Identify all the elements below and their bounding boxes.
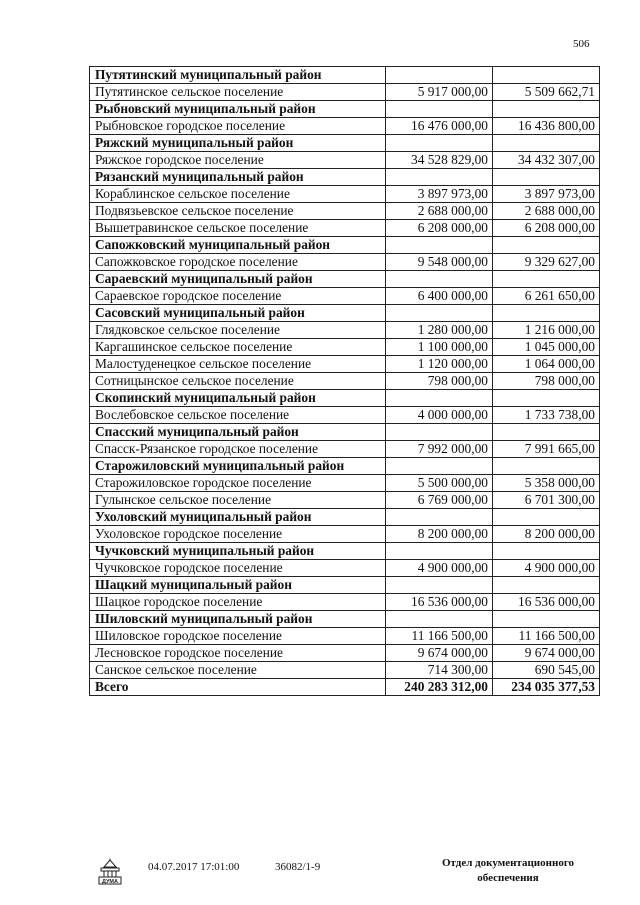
footer-department-line1: Отдел документационного: [441, 857, 575, 869]
row-name-cell: Ухоловский муниципальный район: [90, 509, 386, 526]
district-row: [90, 577, 600, 594]
row-name-cell: Гулынское сельское поселение: [90, 492, 386, 509]
amount-actual-cell: [493, 543, 600, 560]
amount-planned-cell: [386, 424, 493, 441]
row-name-cell: Спасск-Рязанское городское поселение: [90, 441, 386, 458]
amount-planned-cell: 11 166 500,00: [386, 628, 493, 645]
budget-table-body: [90, 67, 600, 696]
amount-planned-cell: 34 528 829,00: [386, 152, 493, 169]
amount-planned-cell: [386, 543, 493, 560]
amount-actual-cell: 8 200 000,00: [493, 526, 600, 543]
table-row: [90, 118, 600, 135]
row-name-cell: Скопинский муниципальный район: [90, 390, 386, 407]
row-name-cell: Старожиловское городское поселение: [90, 475, 386, 492]
table-row: [90, 356, 600, 373]
total-row: [90, 679, 600, 696]
amount-actual-cell: [493, 509, 600, 526]
amount-actual-cell: 234 035 377,53: [493, 679, 600, 696]
amount-actual-cell: 16 536 000,00: [493, 594, 600, 611]
row-name-cell: Шиловское городское поселение: [90, 628, 386, 645]
row-name-cell: Вышетравинское сельское поселение: [90, 220, 386, 237]
district-row: [90, 67, 600, 84]
amount-planned-cell: 1 120 000,00: [386, 356, 493, 373]
amount-actual-cell: [493, 458, 600, 475]
amount-planned-cell: [386, 458, 493, 475]
amount-planned-cell: [386, 135, 493, 152]
amount-planned-cell: 16 476 000,00: [386, 118, 493, 135]
amount-actual-cell: [493, 237, 600, 254]
table-row: [90, 662, 600, 679]
row-name-cell: Чучковское городское поселение: [90, 560, 386, 577]
row-name-cell: Сапожковский муниципальный район: [90, 237, 386, 254]
amount-actual-cell: 4 900 000,00: [493, 560, 600, 577]
row-name-cell: Сараевский муниципальный район: [90, 271, 386, 288]
amount-planned-cell: 8 200 000,00: [386, 526, 493, 543]
amount-actual-cell: [493, 271, 600, 288]
amount-actual-cell: [493, 424, 600, 441]
district-row: [90, 101, 600, 118]
amount-actual-cell: 690 545,00: [493, 662, 600, 679]
duma-building-icon: [96, 858, 124, 886]
row-name-cell: Старожиловский муниципальный район: [90, 458, 386, 475]
table-row: [90, 492, 600, 509]
row-name-cell: Спасский муниципальный район: [90, 424, 386, 441]
amount-actual-cell: 6 208 000,00: [493, 220, 600, 237]
row-name-cell: Рыбновский муниципальный район: [90, 101, 386, 118]
district-row: [90, 305, 600, 322]
table-row: [90, 152, 600, 169]
table-row: [90, 220, 600, 237]
district-row: [90, 509, 600, 526]
amount-actual-cell: 1 045 000,00: [493, 339, 600, 356]
amount-planned-cell: 2 688 000,00: [386, 203, 493, 220]
amount-planned-cell: 4 000 000,00: [386, 407, 493, 424]
amount-actual-cell: [493, 101, 600, 118]
row-name-cell: Кораблинское сельское поселение: [90, 186, 386, 203]
district-row: [90, 271, 600, 288]
row-name-cell: Рыбновское городское поселение: [90, 118, 386, 135]
amount-planned-cell: [386, 101, 493, 118]
footer-timestamp: 04.07.2017 17:01:00: [148, 861, 240, 873]
district-row: [90, 543, 600, 560]
amount-actual-cell: [493, 135, 600, 152]
row-name-cell: Глядковское сельское поселение: [90, 322, 386, 339]
amount-actual-cell: 7 991 665,00: [493, 441, 600, 458]
amount-planned-cell: [386, 169, 493, 186]
amount-planned-cell: 3 897 973,00: [386, 186, 493, 203]
amount-actual-cell: 9 674 000,00: [493, 645, 600, 662]
amount-actual-cell: 6 701 300,00: [493, 492, 600, 509]
amount-actual-cell: 1 064 000,00: [493, 356, 600, 373]
page-number: 506: [573, 38, 590, 50]
table-row: [90, 475, 600, 492]
amount-planned-cell: 714 300,00: [386, 662, 493, 679]
row-name-cell: Шацкий муниципальный район: [90, 577, 386, 594]
row-name-cell: Сотницынское сельское поселение: [90, 373, 386, 390]
amount-planned-cell: 1 100 000,00: [386, 339, 493, 356]
amount-actual-cell: [493, 390, 600, 407]
amount-planned-cell: 798 000,00: [386, 373, 493, 390]
district-row: [90, 169, 600, 186]
logo-text: ДУМА: [102, 879, 118, 885]
amount-planned-cell: [386, 577, 493, 594]
amount-actual-cell: [493, 577, 600, 594]
district-row: [90, 424, 600, 441]
amount-actual-cell: 1 216 000,00: [493, 322, 600, 339]
table-row: [90, 441, 600, 458]
table-row: [90, 373, 600, 390]
amount-planned-cell: [386, 271, 493, 288]
table-row: [90, 645, 600, 662]
row-name-cell: Подвязьевское сельское поселение: [90, 203, 386, 220]
table-row: [90, 84, 600, 101]
table-row: [90, 628, 600, 645]
footer-registration-number: 36082/1-9: [275, 861, 321, 873]
amount-planned-cell: [386, 390, 493, 407]
amount-actual-cell: 16 436 800,00: [493, 118, 600, 135]
amount-actual-cell: 3 897 973,00: [493, 186, 600, 203]
district-row: [90, 458, 600, 475]
amount-actual-cell: [493, 67, 600, 84]
table-row: [90, 339, 600, 356]
amount-planned-cell: 5 917 000,00: [386, 84, 493, 101]
amount-actual-cell: 798 000,00: [493, 373, 600, 390]
amount-planned-cell: 5 500 000,00: [386, 475, 493, 492]
row-name-cell: Ряжское городское поселение: [90, 152, 386, 169]
amount-planned-cell: 9 548 000,00: [386, 254, 493, 271]
amount-actual-cell: [493, 305, 600, 322]
amount-planned-cell: [386, 237, 493, 254]
row-name-cell: Малостуденецкое сельское поселение: [90, 356, 386, 373]
table-row: [90, 322, 600, 339]
table-row: [90, 254, 600, 271]
row-name-cell: Всего: [90, 679, 386, 696]
row-name-cell: Лесновское городское поселение: [90, 645, 386, 662]
table-row: [90, 203, 600, 220]
amount-actual-cell: 5 358 000,00: [493, 475, 600, 492]
amount-actual-cell: 5 509 662,71: [493, 84, 600, 101]
amount-planned-cell: 1 280 000,00: [386, 322, 493, 339]
amount-actual-cell: 34 432 307,00: [493, 152, 600, 169]
table-row: [90, 407, 600, 424]
amount-planned-cell: 6 769 000,00: [386, 492, 493, 509]
district-row: [90, 135, 600, 152]
amount-planned-cell: [386, 305, 493, 322]
amount-actual-cell: 1 733 738,00: [493, 407, 600, 424]
amount-planned-cell: [386, 509, 493, 526]
row-name-cell: Путятинский муниципальный район: [90, 67, 386, 84]
row-name-cell: Каргашинское сельское поселение: [90, 339, 386, 356]
amount-actual-cell: 2 688 000,00: [493, 203, 600, 220]
table-row: [90, 594, 600, 611]
row-name-cell: Сараевское городское поселение: [90, 288, 386, 305]
table-row: [90, 186, 600, 203]
row-name-cell: Сапожковское городское поселение: [90, 254, 386, 271]
amount-planned-cell: 240 283 312,00: [386, 679, 493, 696]
row-name-cell: Сасовский муниципальный район: [90, 305, 386, 322]
amount-actual-cell: [493, 169, 600, 186]
amount-planned-cell: [386, 611, 493, 628]
row-name-cell: Шиловский муниципальный район: [90, 611, 386, 628]
table-row: [90, 288, 600, 305]
amount-actual-cell: 9 329 627,00: [493, 254, 600, 271]
row-name-cell: Шацкое городское поселение: [90, 594, 386, 611]
row-name-cell: Рязанский муниципальный район: [90, 169, 386, 186]
amount-planned-cell: 4 900 000,00: [386, 560, 493, 577]
district-row: [90, 611, 600, 628]
amount-planned-cell: 16 536 000,00: [386, 594, 493, 611]
footer-department-line2: обеспечения: [477, 872, 539, 884]
amount-actual-cell: [493, 611, 600, 628]
amount-actual-cell: 11 166 500,00: [493, 628, 600, 645]
district-row: [90, 390, 600, 407]
row-name-cell: Ухоловское городское поселение: [90, 526, 386, 543]
amount-planned-cell: 7 992 000,00: [386, 441, 493, 458]
amount-planned-cell: 6 208 000,00: [386, 220, 493, 237]
row-name-cell: Путятинское сельское поселение: [90, 84, 386, 101]
amount-planned-cell: [386, 67, 493, 84]
row-name-cell: Ряжский муниципальный район: [90, 135, 386, 152]
budget-table: [89, 66, 600, 696]
district-row: [90, 237, 600, 254]
table-row: [90, 526, 600, 543]
row-name-cell: Санское сельское поселение: [90, 662, 386, 679]
amount-planned-cell: 6 400 000,00: [386, 288, 493, 305]
row-name-cell: Чучковский муниципальный район: [90, 543, 386, 560]
footer-department: [428, 856, 588, 886]
amount-planned-cell: 9 674 000,00: [386, 645, 493, 662]
row-name-cell: Вослебовское сельское поселение: [90, 407, 386, 424]
table-row: [90, 560, 600, 577]
amount-actual-cell: 6 261 650,00: [493, 288, 600, 305]
